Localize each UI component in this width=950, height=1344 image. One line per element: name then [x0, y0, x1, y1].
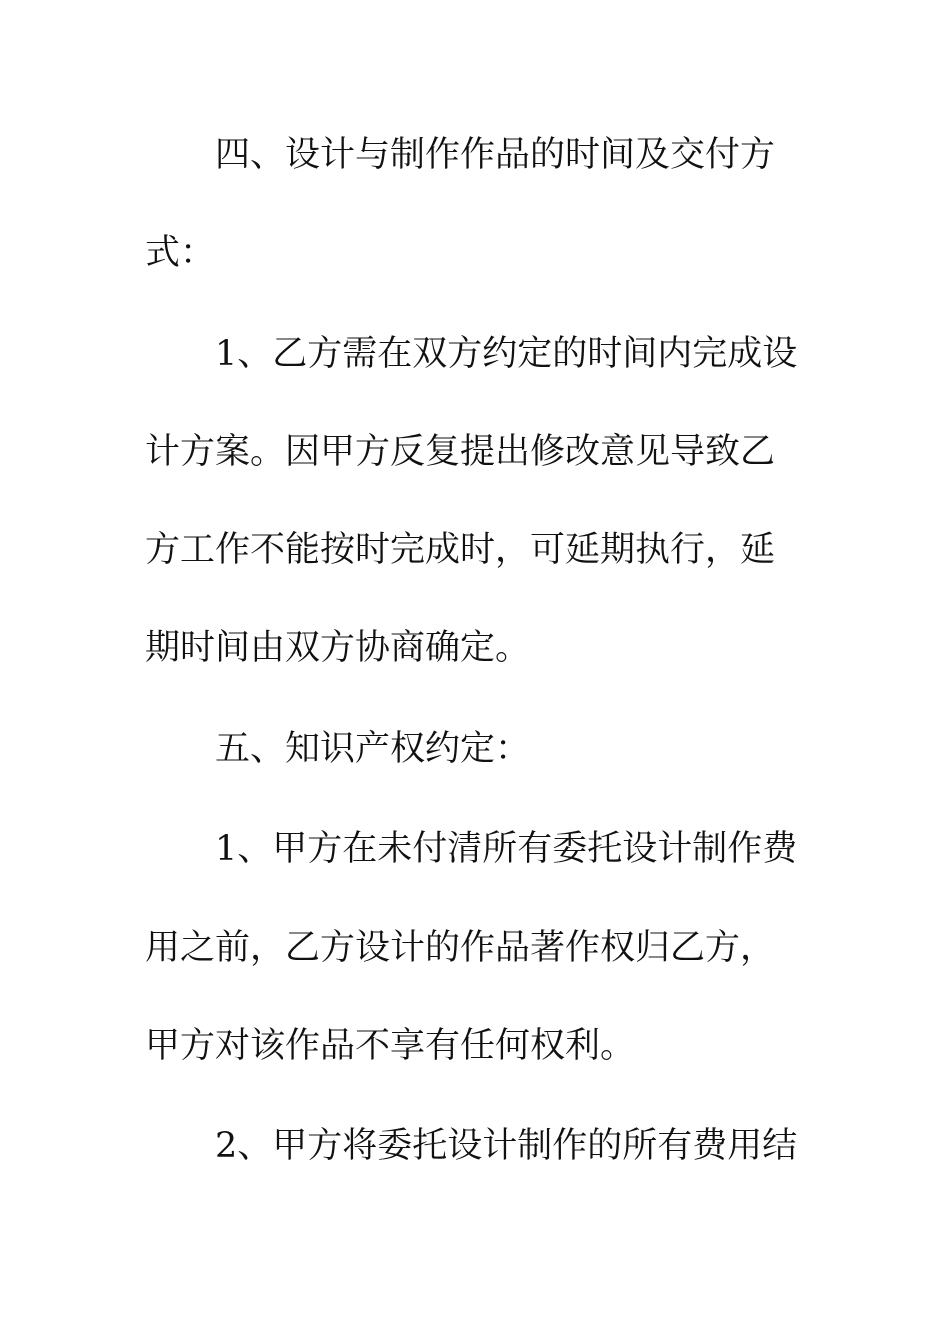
section-four-heading: 四、设计与制作作品的时间及交付方 [215, 135, 776, 175]
clause-four-1-line-3: 方工作不能按时完成时，可延期执行，延 [145, 530, 776, 570]
clause-five-1-line-1: 1、甲方在未付清所有委托设计制作费 [215, 829, 798, 869]
clause-four-1-line-2: 计方案。因甲方反复提出修改意见导致乙 [145, 432, 776, 472]
clause-five-2-line-1: 2、甲方将委托设计制作的所有费用结 [215, 1126, 798, 1166]
section-five-heading: 五、知识产权约定： [215, 729, 531, 769]
clause-five-1-line-3: 甲方对该作品不享有任何权利。 [145, 1026, 636, 1066]
clause-four-1-line-1: 1、乙方需在双方约定的时间内完成设 [215, 334, 798, 374]
section-four-heading-cont: 式： [145, 233, 216, 273]
clause-five-1-line-2: 用之前，乙方设计的作品著作权归乙方， [145, 928, 776, 968]
clause-four-1-line-4: 期时间由双方协商确定。 [145, 628, 531, 668]
